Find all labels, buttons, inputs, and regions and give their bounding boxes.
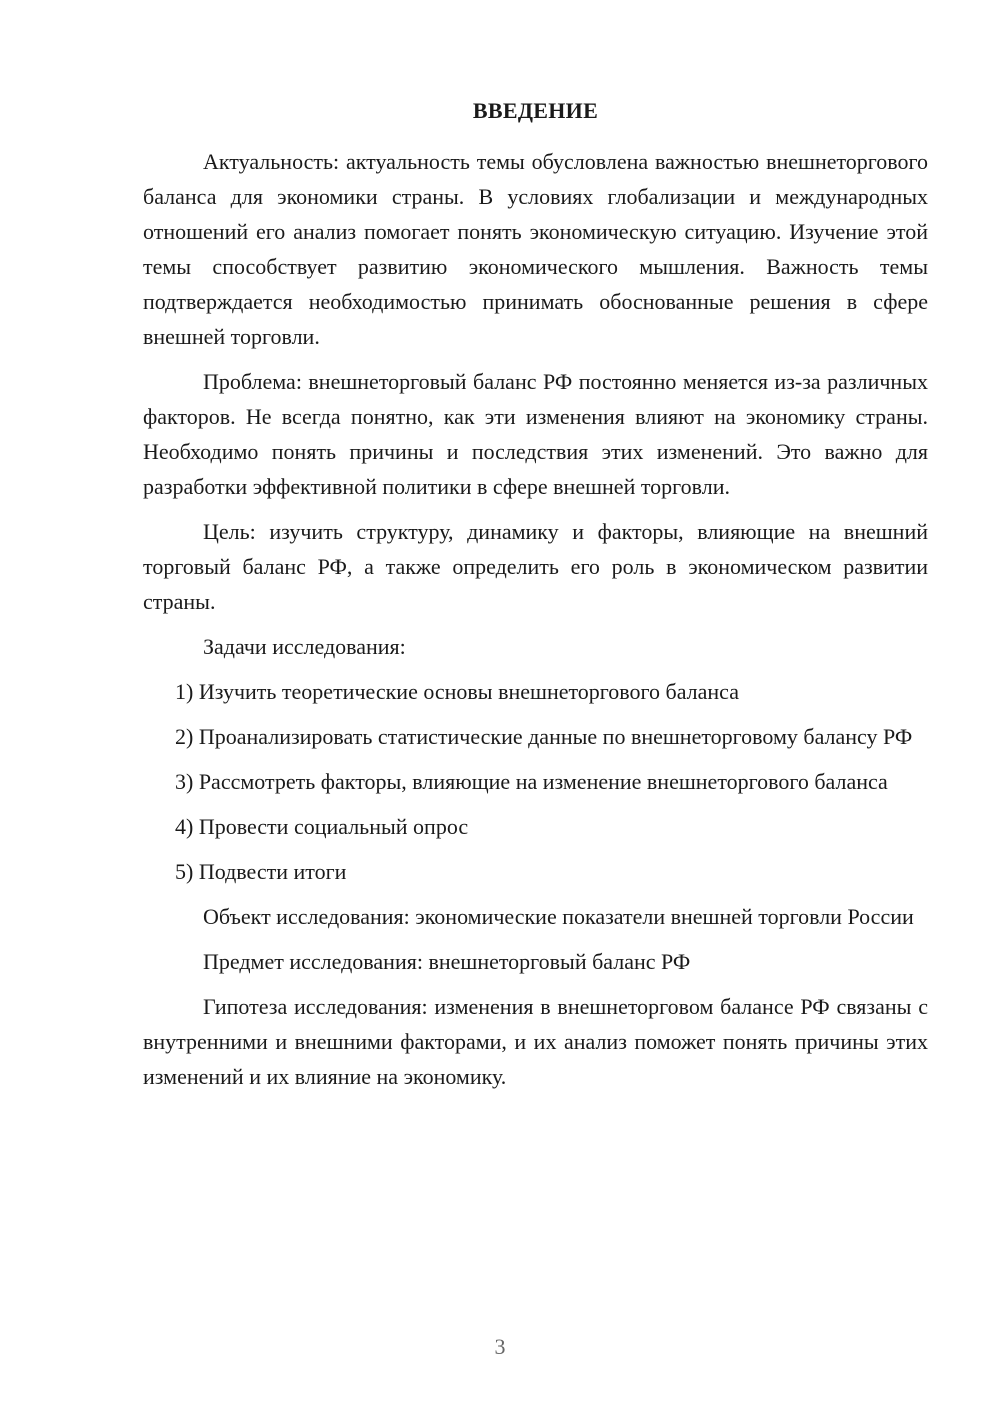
task-item: 1) Изучить теоретические основы внешнеторгового баланса [175,679,739,704]
task-item: 5) Подвести итоги [175,859,347,884]
paragraph-hypothesis: Гипотеза исследования: изменения в внешнеторговом балансе РФ связаны с внутренними и внешними факторами, и их анализ поможет понять причины этих изменений и их влияние на экономику. [143,994,928,1089]
paragraph-subject: Предмет исследования: внешнеторговый баланс РФ [203,949,691,974]
paragraph-problem: Проблема: внешнеторговый баланс РФ постоянно меняется из-за различных факторов. Не всегда понятно, как эти изменения влияют на экономику страны. Необходимо понять причины и последствия этих изменений. Это важно для разработки эффективной политики в сфере внешней торговли. [143,369,928,499]
task-item: 2) Проанализировать статистические данные по внешнеторговому балансу РФ [175,724,913,749]
paragraph-relevance: Актуальность: актуальность темы обусловлена важностью внешнеторгового баланса для экономики страны. В условиях глобализации и международных отношений его анализ помогает понять экономическую ситуацию. Изучение этой темы способствует развитию экономического мышления. Важность темы подтверждается необходимостью принимать обоснованные решения в сфере внешней торговли. [143,149,928,349]
task-item: 4) Провести социальный опрос [175,814,469,839]
task-item: 3) Рассмотреть факторы, влияющие на изменение внешнеторгового баланса [175,769,888,794]
page-number: 3 [494,1334,506,1359]
paragraph-object: Объект исследования: экономические показатели внешней торговли России [203,904,914,929]
paragraph-goal: Цель: изучить структуру, динамику и факторы, влияющие на внешний торговый баланс РФ, а также определить его роль в экономическом развитии страны. [143,519,928,614]
paragraph-tasks-heading: Задачи исследования: [203,634,406,659]
document-page [143,96,928,1104]
page-title: ВВЕДЕНИЕ [472,98,599,123]
